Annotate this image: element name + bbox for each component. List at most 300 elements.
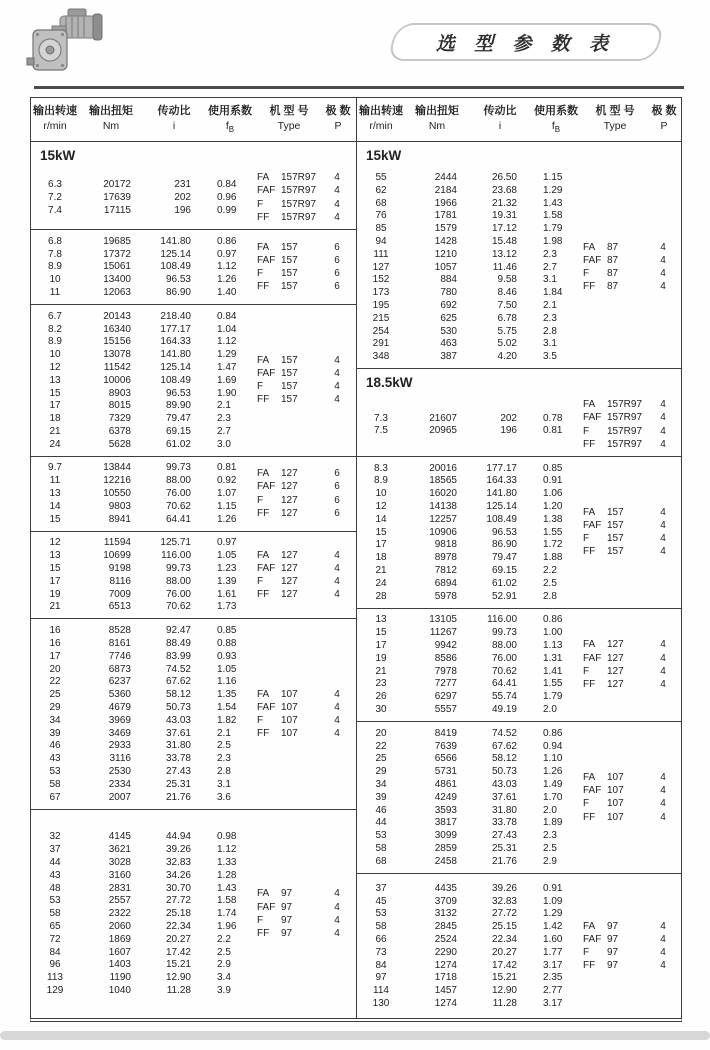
speed-cell: 66: [375, 933, 387, 945]
data-row: [357, 971, 581, 984]
speed-cell: 53: [375, 908, 387, 920]
type-model: 157R97: [607, 399, 643, 411]
speed-cell: 11: [49, 286, 61, 298]
speed-cell: 53: [375, 830, 387, 842]
factor-cell: 0.92: [217, 475, 237, 487]
data-row: [357, 261, 581, 274]
factor-cell: 1.20: [543, 501, 563, 513]
block-data-rows: [357, 398, 581, 451]
block-type-rows: [255, 235, 353, 299]
block-data-rows: [357, 462, 581, 603]
data-row: [357, 475, 581, 488]
type-prefix: FF: [257, 928, 270, 940]
type-model: 157R97: [607, 425, 643, 437]
type-prefix: FA: [257, 354, 270, 366]
factor-cell: 3.0: [217, 438, 231, 450]
factor-cell: 2.77: [543, 985, 563, 997]
data-row: [31, 549, 255, 562]
ratio-cell: 74.52: [165, 663, 191, 675]
data-row: [357, 703, 581, 716]
block-type-rows: [255, 462, 353, 526]
factor-cell: 0.85: [543, 462, 563, 474]
torque-cell: 8941: [108, 513, 131, 525]
ratio-cell: 86.90: [491, 539, 517, 551]
speed-cell: 12: [49, 361, 61, 373]
factor-cell: 2.2: [217, 933, 231, 945]
type-model: 87: [607, 268, 619, 280]
torque-cell: 3132: [434, 908, 457, 920]
type-prefix: FA: [583, 241, 596, 253]
data-row: [357, 577, 581, 590]
data-row: [31, 412, 255, 425]
ratio-cell: 37.61: [165, 727, 191, 739]
data-row: [357, 895, 581, 908]
header-label-subscript: B: [554, 125, 561, 135]
factor-cell: 2.7: [543, 261, 557, 273]
factor-cell: 2.1: [217, 727, 231, 739]
type-model: 127: [281, 589, 298, 601]
speed-cell: 7.8: [48, 248, 62, 260]
data-row: [357, 626, 581, 639]
torque-cell: 13105: [429, 614, 457, 626]
type-row: [255, 367, 353, 380]
ratio-cell: 70.62: [165, 601, 191, 613]
torque-cell: 15061: [103, 261, 131, 273]
type-row: [255, 575, 353, 588]
type-model: 97: [607, 933, 619, 945]
type-prefix: F: [583, 425, 590, 437]
speed-cell: 15: [49, 387, 61, 399]
ratio-cell: 44.94: [165, 831, 191, 843]
table-block: [357, 456, 681, 608]
factor-cell: 1.96: [217, 921, 237, 933]
data-row: [31, 740, 255, 753]
type-model: 87: [607, 281, 619, 293]
header-label-cn: 输出转速: [33, 105, 77, 117]
type-prefix: FA: [257, 549, 270, 561]
torque-cell: 8419: [434, 727, 457, 739]
torque-cell: 8903: [108, 387, 131, 399]
pole-cell: 4: [334, 715, 340, 727]
ratio-cell: 196: [174, 204, 191, 216]
ratio-cell: 22.34: [491, 933, 517, 945]
data-row: [357, 778, 581, 791]
data-row: [357, 678, 581, 691]
ratio-cell: 70.62: [165, 500, 191, 512]
type-model: 127: [281, 507, 298, 519]
ratio-cell: 76.00: [165, 488, 191, 500]
data-row: [31, 537, 255, 550]
torque-cell: 4249: [434, 791, 457, 803]
type-row: [255, 901, 353, 914]
table-block: [31, 531, 356, 619]
ratio-cell: 7.50: [497, 299, 517, 311]
pole-cell: 6: [334, 281, 340, 293]
block-data-rows: [31, 815, 255, 1013]
ratio-cell: 64.41: [165, 513, 191, 525]
torque-cell: 10906: [429, 526, 457, 538]
torque-cell: 20143: [103, 310, 131, 322]
speed-cell: 10: [375, 488, 387, 500]
torque-cell: 3817: [434, 817, 457, 829]
ratio-cell: 27.72: [165, 895, 191, 907]
type-prefix: FAF: [257, 254, 276, 266]
ratio-cell: 83.99: [165, 650, 191, 662]
pole-cell: 4: [334, 354, 340, 366]
ratio-cell: 15.21: [165, 959, 191, 971]
ratio-cell: 96.53: [491, 526, 517, 538]
torque-cell: 1040: [108, 985, 131, 997]
data-row: [357, 526, 581, 539]
data-row: [357, 727, 581, 740]
ratio-cell: 5.75: [497, 325, 517, 337]
speed-cell: 44: [375, 817, 387, 829]
data-row: [357, 312, 581, 325]
torque-cell: 11267: [429, 627, 457, 639]
type-row: [581, 919, 679, 932]
ratio-cell: 12.90: [491, 985, 517, 997]
speed-cell: 127: [372, 261, 390, 273]
type-model: 97: [281, 901, 293, 913]
data-row: [357, 829, 581, 842]
factor-cell: 1.38: [543, 513, 563, 525]
ratio-cell: 17.42: [165, 946, 191, 958]
torque-cell: 5360: [108, 689, 131, 701]
speed-cell: 22: [49, 676, 61, 688]
torque-cell: 19685: [103, 235, 131, 247]
header-col: [531, 105, 581, 136]
table-block: [357, 873, 681, 1018]
torque-cell: 4679: [108, 702, 131, 714]
block-type-rows: [255, 171, 353, 224]
data-row: [31, 500, 255, 513]
factor-cell: 1.43: [217, 882, 237, 894]
ratio-cell: 141.80: [160, 235, 191, 247]
factor-cell: 3.9: [217, 985, 231, 997]
power-section-label: 18.5kW: [357, 368, 681, 393]
speed-cell: 13: [49, 374, 61, 386]
factor-cell: 0.84: [217, 179, 237, 191]
speed-cell: 8.2: [48, 323, 62, 335]
torque-cell: 8978: [434, 552, 457, 564]
speed-cell: 6.8: [48, 235, 62, 247]
torque-cell: 6894: [434, 577, 457, 589]
factor-cell: 1.28: [217, 869, 237, 881]
speed-cell: 7.4: [48, 204, 62, 216]
ratio-cell: 11.28: [166, 985, 191, 997]
table-header-row: [31, 98, 356, 142]
ratio-cell: 79.47: [491, 552, 517, 564]
ratio-cell: 19.31: [491, 210, 517, 222]
type-row: [581, 241, 679, 254]
pole-cell: 4: [334, 914, 340, 926]
ratio-cell: 25.15: [491, 921, 517, 933]
ratio-cell: 43.03: [491, 779, 517, 791]
speed-cell: 195: [372, 299, 390, 311]
type-row: [255, 184, 353, 197]
torque-cell: 5557: [434, 704, 457, 716]
data-row: [357, 946, 581, 959]
data-row: [31, 701, 255, 714]
speed-cell: 114: [373, 985, 389, 997]
type-row: [255, 467, 353, 480]
torque-cell: 3621: [108, 844, 131, 856]
ratio-cell: 31.80: [491, 804, 517, 816]
pole-cell: 6: [334, 468, 340, 480]
ratio-cell: 64.41: [491, 678, 517, 690]
type-model: 127: [281, 481, 298, 493]
speed-cell: 13: [49, 550, 61, 562]
factor-cell: 2.8: [543, 325, 557, 337]
factor-cell: 1.31: [543, 652, 563, 664]
data-row: [357, 487, 581, 500]
ratio-cell: 22.34: [165, 921, 191, 933]
speed-cell: 8.9: [48, 336, 62, 348]
data-row: [31, 869, 255, 882]
type-prefix: FF: [583, 546, 596, 558]
type-model: 97: [281, 928, 293, 940]
ratio-cell: 108.49: [160, 261, 191, 273]
type-model: 157: [607, 520, 624, 532]
speed-cell: 32: [49, 831, 61, 843]
data-row: [357, 337, 581, 350]
type-row: [255, 240, 353, 253]
type-row: [581, 811, 679, 824]
type-row: [581, 506, 679, 519]
pole-cell: 4: [334, 381, 340, 393]
data-row: [357, 614, 581, 627]
speed-cell: 17: [375, 640, 387, 652]
pole-cell: 4: [334, 576, 340, 588]
data-row: [31, 882, 255, 895]
speed-cell: 8.3: [374, 462, 388, 474]
torque-cell: 6297: [434, 691, 457, 703]
torque-cell: 6237: [108, 676, 131, 688]
factor-cell: 1.13: [543, 640, 563, 652]
factor-cell: 0.86: [543, 727, 563, 739]
speed-cell: 215: [372, 312, 390, 324]
ratio-cell: 177.17: [160, 323, 191, 335]
type-row: [581, 946, 679, 959]
ratio-cell: 5.02: [497, 338, 517, 350]
data-row: [31, 907, 255, 920]
pole-cell: 4: [660, 652, 666, 664]
torque-cell: 9198: [108, 563, 131, 575]
factor-cell: 1.43: [543, 197, 563, 209]
ratio-cell: 125.14: [160, 248, 191, 260]
speed-cell: 73: [375, 946, 387, 958]
type-model: 157: [607, 546, 624, 558]
ratio-cell: 25.31: [165, 778, 191, 790]
type-model: 127: [607, 665, 624, 677]
type-prefix: F: [257, 715, 264, 727]
speed-cell: 20: [375, 727, 387, 739]
factor-cell: 0.81: [543, 425, 563, 437]
header-label-en: r/min: [43, 120, 67, 132]
data-row: [357, 325, 581, 338]
gearmotor-logo-image: [26, 6, 110, 78]
speed-cell: 24: [49, 438, 61, 450]
torque-cell: 2831: [108, 882, 131, 894]
block-data-rows: [31, 171, 255, 224]
type-model: 87: [607, 254, 619, 266]
speed-cell: 12: [375, 501, 387, 513]
ratio-cell: 61.02: [165, 438, 191, 450]
data-row: [357, 197, 581, 210]
type-prefix: FAF: [583, 412, 602, 424]
ratio-cell: 141.80: [486, 488, 517, 500]
header-label-cn: 使用系数: [208, 105, 252, 117]
speed-cell: 25: [49, 689, 61, 701]
ratio-cell: 23.68: [491, 184, 517, 196]
data-row: [31, 714, 255, 727]
ratio-cell: 67.62: [491, 740, 517, 752]
speed-cell: 152: [372, 274, 390, 286]
type-prefix: FAF: [583, 933, 602, 945]
factor-cell: 1.12: [217, 844, 237, 856]
speed-cell: 58: [49, 778, 61, 790]
factor-cell: 0.81: [217, 462, 237, 474]
torque-cell: 780: [440, 287, 457, 299]
data-row: [31, 286, 255, 299]
ratio-cell: 33.78: [165, 753, 191, 765]
header-label-en: P: [660, 120, 668, 132]
data-row: [357, 171, 581, 184]
factor-cell: 1.12: [217, 261, 237, 273]
type-prefix: F: [583, 798, 590, 810]
torque-cell: 20965: [429, 425, 457, 437]
speed-cell: 21: [49, 601, 61, 613]
factor-cell: 1.40: [217, 286, 237, 298]
torque-cell: 2060: [108, 921, 131, 933]
type-prefix: FF: [257, 394, 270, 406]
pole-cell: 4: [334, 589, 340, 601]
factor-cell: 2.3: [543, 248, 557, 260]
factor-cell: 3.1: [543, 338, 557, 350]
pole-cell: 4: [334, 185, 340, 197]
data-row: [357, 959, 581, 972]
data-row: [31, 474, 255, 487]
table-block: [357, 608, 681, 721]
factor-cell: 2.5: [217, 740, 231, 752]
data-row: [31, 920, 255, 933]
torque-cell: 2845: [434, 921, 457, 933]
speed-cell: 46: [375, 804, 387, 816]
type-prefix: F: [583, 946, 590, 958]
speed-cell: 12: [49, 537, 61, 549]
speed-cell: 113: [47, 972, 63, 984]
type-model: 157: [281, 281, 298, 293]
header-col: [323, 105, 353, 136]
torque-cell: 1057: [434, 261, 457, 273]
header-label-cn: 机 型 号: [269, 105, 309, 117]
ratio-cell: 96.53: [165, 274, 191, 286]
data-row: [31, 335, 255, 348]
type-model: 157: [281, 254, 298, 266]
header-label-cn: 极 数: [651, 105, 677, 117]
ratio-cell: 86.90: [165, 286, 191, 298]
factor-cell: 1.00: [543, 627, 563, 639]
ratio-cell: 116.00: [487, 614, 517, 626]
data-row: [357, 984, 581, 997]
header-col: [649, 105, 679, 136]
type-model: 157: [281, 267, 298, 279]
speed-cell: 62: [375, 184, 387, 196]
ratio-cell: 17.12: [491, 223, 517, 235]
data-row: [31, 178, 255, 191]
type-row: [581, 652, 679, 665]
torque-cell: 387: [440, 351, 457, 363]
data-row: [357, 564, 581, 577]
speed-cell: 23: [375, 678, 387, 690]
ratio-cell: 49.19: [491, 704, 517, 716]
torque-cell: 6566: [434, 753, 457, 765]
speed-cell: 58: [375, 921, 387, 933]
table-block: [357, 166, 681, 368]
ratio-cell: 79.47: [165, 413, 191, 425]
type-model: 157R97: [607, 438, 643, 450]
speed-cell: 30: [375, 704, 387, 716]
data-row: [31, 387, 255, 400]
type-row: [255, 549, 353, 562]
type-prefix: FA: [583, 506, 596, 518]
torque-cell: 20172: [103, 179, 131, 191]
speed-cell: 7.2: [48, 191, 62, 203]
type-row: [581, 678, 679, 691]
pole-cell: 4: [660, 772, 666, 784]
type-model: 107: [607, 798, 624, 810]
factor-cell: 1.05: [217, 550, 237, 562]
data-row: [31, 235, 255, 248]
speed-cell: 15: [375, 627, 387, 639]
header-label-en: Nm: [428, 120, 446, 132]
data-row: [31, 361, 255, 374]
type-model: 127: [607, 652, 624, 664]
speed-cell: 6.3: [48, 179, 62, 191]
pole-cell: 4: [334, 172, 340, 184]
speed-cell: 34: [49, 714, 61, 726]
factor-cell: 1.88: [543, 552, 563, 564]
speed-cell: 20: [49, 663, 61, 675]
torque-cell: 1190: [109, 972, 131, 984]
torque-cell: 3469: [108, 727, 131, 739]
factor-cell: 1.89: [543, 817, 563, 829]
type-prefix: FAF: [257, 185, 276, 197]
type-model: 127: [607, 679, 624, 691]
type-prefix: FAF: [257, 481, 276, 493]
type-row: [255, 887, 353, 900]
torque-cell: 2322: [108, 908, 131, 920]
torque-cell: 17115: [103, 204, 131, 216]
type-model: 107: [607, 785, 624, 797]
factor-cell: 3.17: [543, 997, 563, 1009]
ratio-cell: 58.12: [165, 689, 191, 701]
speed-cell: 18: [375, 552, 387, 564]
data-row: [357, 665, 581, 678]
speed-cell: 39: [49, 727, 61, 739]
ratio-cell: 76.00: [165, 588, 191, 600]
data-row: [357, 184, 581, 197]
data-row: [31, 487, 255, 500]
torque-cell: 3593: [434, 804, 457, 816]
factor-cell: 0.86: [217, 235, 237, 247]
header-label-cn: 输出转速: [359, 105, 403, 117]
factor-cell: 1.54: [217, 702, 237, 714]
torque-cell: 11542: [103, 361, 131, 373]
torque-cell: 2290: [434, 946, 457, 958]
data-row: [357, 907, 581, 920]
table-block: [31, 229, 356, 304]
